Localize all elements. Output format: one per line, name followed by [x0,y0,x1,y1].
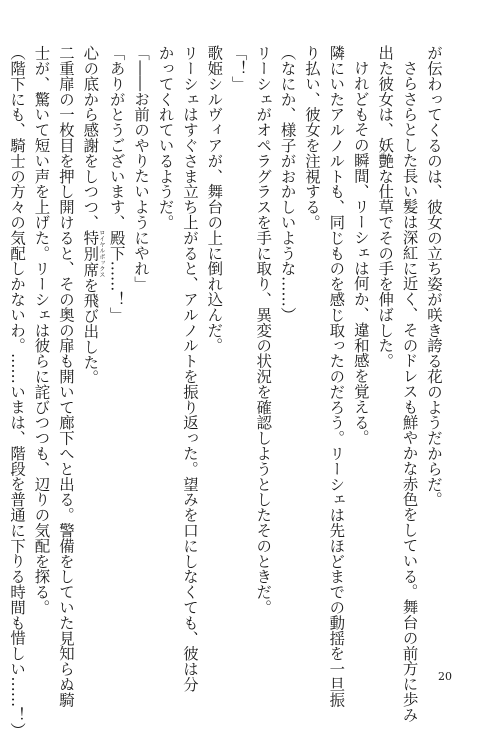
text-line: 隣にいたアルノルトも、同じものを感じ取ったのだろう。リーシェは先ほどまでの動揺を一旦振 [327,45,346,708]
ruby-reading: ロイヤルボックス [97,229,105,278]
ruby-base: 特別席 [81,229,100,278]
text-line: リーシェがオペラグラスを手に取り、異変の状況を確認しようとしたそのときだ。 [254,45,273,615]
text-line: 二重扉の一枚目を押し開けると、その奥の扉も開いて廊下へと出る。警備をしていた見知らぬ騎 [56,45,75,708]
text-line: 士が、驚いて短い声を上げた。リーシェは彼らに詫びつつも、辺りの気配を探る。 [32,45,51,615]
text-line: 「ありがとうございます、殿下……！」 [107,45,126,323]
page-number: 20 [438,670,452,683]
ruby-annotation [81,229,105,278]
text-line: かってくれているようだ。 [156,45,175,230]
text-line-with-ruby [78,45,104,635]
text-line: さらさらとした長い髪は深紅に近く、そのドレスも鮮やかな赤色をしている。舞台の前方に歩み [400,60,419,723]
ruby-prefix: 心の底から感謝をしつつ、 [81,45,100,230]
text-line: が伝わってくるのは、彼女の立ち姿が咲き誇る花のようだからだ。 [425,45,443,507]
text-line: けれどもその瞬間、リーシェは何か、違和感を覚える。 [351,60,370,446]
text-line: リーシェはすぐさま立ち上がると、アルノルトを振り返った。望みを口にしなくても、彼は分 [180,45,199,692]
text-line: 出た彼女は、妖艶な仕草でその手を伸ばした。 [376,45,395,369]
text-line: 「！」 [229,45,248,92]
text-line: （階下にも、騎士の方々の気配しかないわ。……いまは、階段を普通に下りる時間も惜しい……！） [8,45,27,738]
text-line: （なにか、様子がおかしいような……） [278,45,297,323]
text-line: 歌姫シルヴィアが、舞台の上に倒れ込んだ。 [205,45,224,353]
ruby-suffix: を飛び出した。 [81,277,100,386]
text-line: り払い、彼女を注視する。 [302,45,321,230]
text-line: 「――お前のやりたいようにやれ」 [132,45,151,292]
